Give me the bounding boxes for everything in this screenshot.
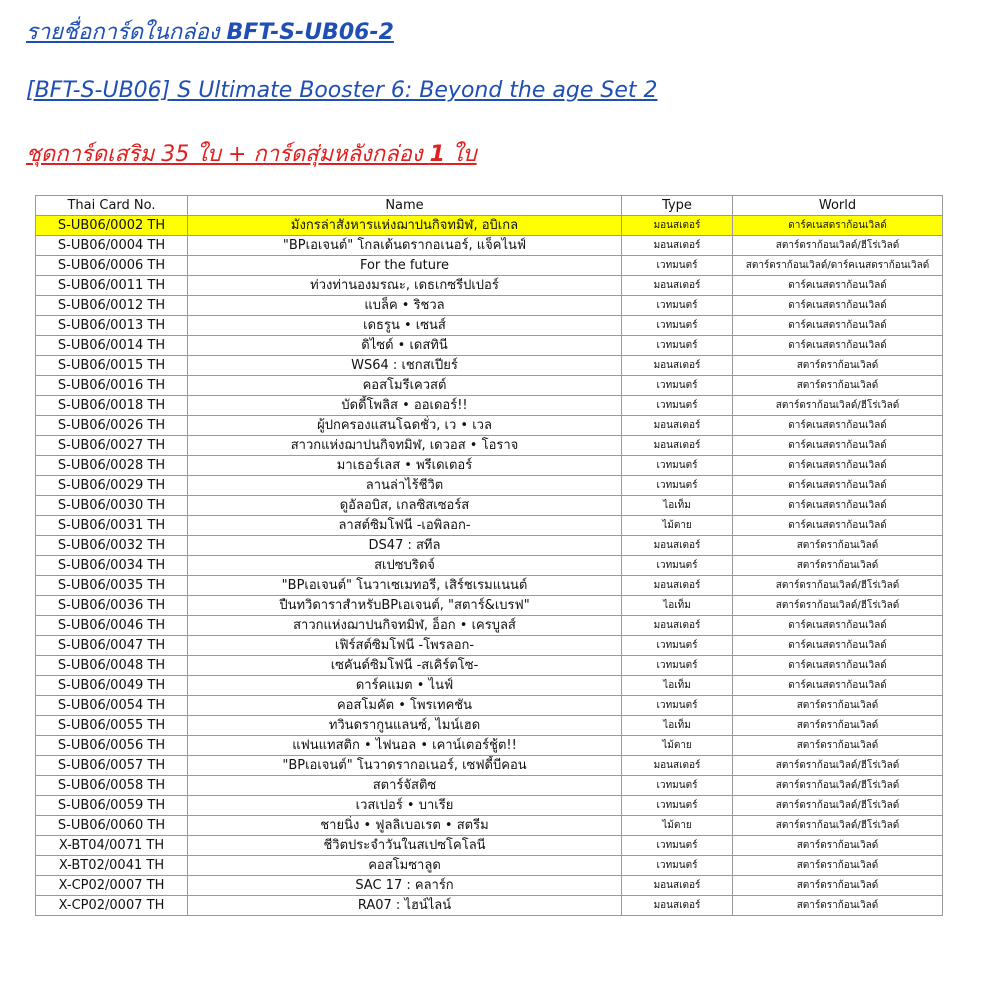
- table-row: [36, 396, 943, 416]
- card-world-cell: ดาร์คเนสดราก้อนเวิลด์: [733, 296, 943, 316]
- card-type-cell: เวทมนตร์: [622, 856, 733, 876]
- table-row: [36, 876, 943, 896]
- card-name-cell: แบล็ค • ริชวล: [188, 296, 622, 316]
- heading-card-count: [26, 136, 477, 171]
- card-type-cell: ไม้ตาย: [622, 736, 733, 756]
- card-name-cell: คอสโมรีเควสต์: [188, 376, 622, 396]
- table-row: [36, 516, 943, 536]
- card-type-cell: มอนสเตอร์: [622, 756, 733, 776]
- card-number-cell: S-UB06/0054 TH: [36, 696, 188, 716]
- card-type-cell: ไม้ตาย: [622, 816, 733, 836]
- card-world-cell: ดาร์คเนสดราก้อนเวิลด์: [733, 456, 943, 476]
- card-world-cell: ดาร์คเนสดราก้อนเวิลด์: [733, 636, 943, 656]
- card-number-cell: S-UB06/0027 TH: [36, 436, 188, 456]
- card-type-cell: ไอเท็ม: [622, 596, 733, 616]
- table-row: [36, 696, 943, 716]
- card-number-cell: S-UB06/0047 TH: [36, 636, 188, 656]
- card-number-cell: S-UB06/0049 TH: [36, 676, 188, 696]
- card-name-cell: คอสโมคัต • โพรเทคชัน: [188, 696, 622, 716]
- card-type-cell: เวทมนตร์: [622, 316, 733, 336]
- table-row: [36, 256, 943, 276]
- card-world-cell: สตาร์ดราก้อนเวิลด์: [733, 556, 943, 576]
- card-type-cell: เวทมนตร์: [622, 336, 733, 356]
- table-row: [36, 816, 943, 836]
- table-row: [36, 216, 943, 236]
- card-world-cell: สตาร์ดราก้อนเวิลด์: [733, 536, 943, 556]
- card-number-cell: S-UB06/0057 TH: [36, 756, 188, 776]
- card-name-cell: ท่วงท่านองมรณะ, เดธเกซรีปเปอร์: [188, 276, 622, 296]
- card-type-cell: มอนสเตอร์: [622, 356, 733, 376]
- card-type-cell: มอนสเตอร์: [622, 536, 733, 556]
- table-row: [36, 476, 943, 496]
- card-number-cell: S-UB06/0018 TH: [36, 396, 188, 416]
- table-header-row: [36, 196, 943, 216]
- card-world-cell: ดาร์คเนสดราก้อนเวิลด์: [733, 336, 943, 356]
- card-number-cell: S-UB06/0060 TH: [36, 816, 188, 836]
- card-number-cell: S-UB06/0034 TH: [36, 556, 188, 576]
- card-number-cell: S-UB06/0002 TH: [36, 216, 188, 236]
- card-world-cell: สตาร์ดราก้อนเวิลด์: [733, 356, 943, 376]
- card-type-cell: ไอเท็ม: [622, 676, 733, 696]
- card-world-cell: ดาร์คเนสดราก้อนเวิลด์: [733, 316, 943, 336]
- card-world-cell: สตาร์ดราก้อนเวิลด์: [733, 716, 943, 736]
- card-name-cell: มาเธอร์เลส • พรีเดเตอร์: [188, 456, 622, 476]
- card-number-cell: S-UB06/0029 TH: [36, 476, 188, 496]
- card-number-cell: S-UB06/0035 TH: [36, 576, 188, 596]
- card-world-cell: สตาร์ดราก้อนเวิลด์/ฮีโร่เวิลด์: [733, 236, 943, 256]
- card-number-cell: S-UB06/0028 TH: [36, 456, 188, 476]
- card-type-cell: ไอเท็ม: [622, 496, 733, 516]
- table-row: [36, 556, 943, 576]
- card-number-cell: S-UB06/0006 TH: [36, 256, 188, 276]
- card-world-cell: สตาร์ดราก้อนเวิลด์/ฮีโร่เวิลด์: [733, 776, 943, 796]
- card-number-cell: S-UB06/0032 TH: [36, 536, 188, 556]
- card-world-cell: ดาร์คเนสดราก้อนเวิลด์: [733, 476, 943, 496]
- card-name-cell: สตาร์จัสติซ: [188, 776, 622, 796]
- card-type-cell: มอนสเตอร์: [622, 416, 733, 436]
- card-number-cell: S-UB06/0055 TH: [36, 716, 188, 736]
- card-name-cell: ดิไซด์ • เดสทินี: [188, 336, 622, 356]
- table-row: [36, 496, 943, 516]
- heading-box-contents: [26, 14, 394, 49]
- column-header-card-no: Thai Card No.: [36, 196, 188, 216]
- card-name-cell: ลาสต์ซิมโฟนี -เอพิลอก-: [188, 516, 622, 536]
- heading-set-name: S Ultimate Booster 6: Beyond the age Set 2: [170, 78, 658, 103]
- card-number-cell: X-BT04/0071 TH: [36, 836, 188, 856]
- card-name-cell: "BPเอเจนต์" โนวาเซเมทอรี, เสิร์ชเรมแนนต์: [188, 576, 622, 596]
- card-world-cell: ดาร์คเนสดราก้อนเวิลด์: [733, 276, 943, 296]
- table-row: [36, 756, 943, 776]
- card-number-cell: S-UB06/0015 TH: [36, 356, 188, 376]
- card-number-cell: S-UB06/0059 TH: [36, 796, 188, 816]
- table-row: [36, 856, 943, 876]
- card-name-cell: เซคันด์ซิมโฟนี -สเคิร์ตโซ-: [188, 656, 622, 676]
- card-name-cell: เฟิร์สต์ซิมโฟนี -โพรลอก-: [188, 636, 622, 656]
- card-name-cell: "BPเอเจนต์" โนวาดรากอเนอร์, เซฟดี้บีคอน: [188, 756, 622, 776]
- heading-random-count: 1: [429, 142, 445, 167]
- card-number-cell: X-CP02/0007 TH: [36, 876, 188, 896]
- card-world-cell: สตาร์ดราก้อนเวิลด์: [733, 876, 943, 896]
- card-type-cell: เวทมนตร์: [622, 656, 733, 676]
- card-name-cell: ผู้ปกครองแสนโฉดชั่ว, เว • เวล: [188, 416, 622, 436]
- card-list-table: [35, 195, 943, 916]
- table-row: [36, 276, 943, 296]
- card-type-cell: เวทมนตร์: [622, 556, 733, 576]
- card-name-cell: มังกรล่าสังหารแห่งฌาปนกิจทมิฬ, อบิเกล: [188, 216, 622, 236]
- card-number-cell: S-UB06/0011 TH: [36, 276, 188, 296]
- table-row: [36, 896, 943, 916]
- card-number-cell: S-UB06/0048 TH: [36, 656, 188, 676]
- card-type-cell: มอนสเตอร์: [622, 236, 733, 256]
- heading-set-title: [26, 78, 658, 103]
- card-name-cell: ลานล่าไร้ชีวิต: [188, 476, 622, 496]
- table-row: [36, 356, 943, 376]
- table-row: [36, 616, 943, 636]
- card-number-cell: S-UB06/0036 TH: [36, 596, 188, 616]
- table-row: [36, 656, 943, 676]
- card-name-cell: สาวกแห่งฌาปนกิจทมิฬ, อ็อก • เครบูลส์: [188, 616, 622, 636]
- heading-card-count-text: ชุดการ์ดเสริม 35 ใบ + การ์ดสุ่มหลังกล่อง: [26, 142, 430, 167]
- card-rows: [36, 216, 943, 916]
- card-world-cell: สตาร์ดราก้อนเวิลด์/ฮีโร่เวิลด์: [733, 396, 943, 416]
- card-world-cell: สตาร์ดราก้อนเวิลด์/ฮีโร่เวิลด์: [733, 596, 943, 616]
- column-header-name: Name: [188, 196, 622, 216]
- card-world-cell: สตาร์ดราก้อนเวิลด์: [733, 376, 943, 396]
- column-header-type: Type: [622, 196, 733, 216]
- card-type-cell: เวทมนตร์: [622, 476, 733, 496]
- card-name-cell: "BPเอเจนต์" โกลเด้นดรากอเนอร์, แจ็คไนฟ์: [188, 236, 622, 256]
- card-name-cell: สาวกแห่งฌาปนกิจทมิฬ, เดวอส • โอราจ: [188, 436, 622, 456]
- card-world-cell: ดาร์คเนสดราก้อนเวิลด์: [733, 616, 943, 636]
- table-row: [36, 796, 943, 816]
- table-row: [36, 636, 943, 656]
- table-row: [36, 776, 943, 796]
- card-name-cell: ทวินดรากูนแลนซ์, ไมน์เฮด: [188, 716, 622, 736]
- card-number-cell: S-UB06/0046 TH: [36, 616, 188, 636]
- card-number-cell: X-CP02/0007 TH: [36, 896, 188, 916]
- card-world-cell: สตาร์ดราก้อนเวิลด์/ฮีโร่เวิลด์: [733, 576, 943, 596]
- card-name-cell: SAC 17 : คลาร์ก: [188, 876, 622, 896]
- card-type-cell: เวทมนตร์: [622, 296, 733, 316]
- card-name-cell: DS47 : สทีล: [188, 536, 622, 556]
- heading-card-count-suffix: ใบ: [444, 142, 477, 167]
- card-number-cell: S-UB06/0013 TH: [36, 316, 188, 336]
- card-type-cell: เวทมนตร์: [622, 456, 733, 476]
- table-row: [36, 596, 943, 616]
- card-name-cell: RA07 : ไฮน์ไลน์: [188, 896, 622, 916]
- card-name-cell: เวสเปอร์ • บาเรีย: [188, 796, 622, 816]
- card-type-cell: มอนสเตอร์: [622, 876, 733, 896]
- card-type-cell: เวทมนตร์: [622, 636, 733, 656]
- heading-set-code: [BFT-S-UB06]: [26, 78, 171, 103]
- card-world-cell: สตาร์ดราก้อนเวิลด์/ฮีโร่เวิลด์: [733, 756, 943, 776]
- card-name-cell: บัดดี้โพลิส • ออเดอร์!!: [188, 396, 622, 416]
- card-type-cell: เวทมนตร์: [622, 796, 733, 816]
- table-row: [36, 416, 943, 436]
- card-type-cell: มอนสเตอร์: [622, 436, 733, 456]
- card-world-cell: สตาร์ดราก้อนเวิลด์/ฮีโร่เวิลด์: [733, 796, 943, 816]
- card-world-cell: ดาร์คเนสดราก้อนเวิลด์: [733, 496, 943, 516]
- table-row: [36, 236, 943, 256]
- card-name-cell: WS64 : เชกสเปียร์: [188, 356, 622, 376]
- card-type-cell: เวทมนตร์: [622, 376, 733, 396]
- table-row: [36, 456, 943, 476]
- card-world-cell: สตาร์ดราก้อนเวิลด์: [733, 896, 943, 916]
- card-world-cell: ดาร์คเนสดราก้อนเวิลด์: [733, 436, 943, 456]
- card-name-cell: ดูอัลอบิส, เกลซิสเซอร์ส: [188, 496, 622, 516]
- card-world-cell: สตาร์ดราก้อนเวิลด์: [733, 836, 943, 856]
- card-type-cell: มอนสเตอร์: [622, 276, 733, 296]
- card-world-cell: ดาร์คเนสดราก้อนเวิลด์: [733, 676, 943, 696]
- card-number-cell: S-UB06/0056 TH: [36, 736, 188, 756]
- card-type-cell: มอนสเตอร์: [622, 896, 733, 916]
- card-name-cell: ปืนทวิดาราสำหรับBPเอเจนต์, "สตาร์&เบรฟ": [188, 596, 622, 616]
- table-row: [36, 736, 943, 756]
- card-name-cell: คอสโมซาลูด: [188, 856, 622, 876]
- card-type-cell: มอนสเตอร์: [622, 216, 733, 236]
- card-number-cell: S-UB06/0012 TH: [36, 296, 188, 316]
- card-type-cell: เวทมนตร์: [622, 396, 733, 416]
- card-number-cell: X-BT02/0041 TH: [36, 856, 188, 876]
- card-number-cell: S-UB06/0030 TH: [36, 496, 188, 516]
- card-number-cell: S-UB06/0031 TH: [36, 516, 188, 536]
- card-type-cell: เวทมนตร์: [622, 696, 733, 716]
- card-type-cell: เวทมนตร์: [622, 256, 733, 276]
- table-row: [36, 336, 943, 356]
- card-name-cell: For the future: [188, 256, 622, 276]
- table-row: [36, 376, 943, 396]
- card-world-cell: สตาร์ดราก้อนเวิลด์: [733, 736, 943, 756]
- table-row: [36, 676, 943, 696]
- table-row: [36, 716, 943, 736]
- card-name-cell: แฟนแทสติก • ไฟนอล • เคาน์เตอร์ชู้ต!!: [188, 736, 622, 756]
- heading-box-contents-text: รายชื่อการ์ดในกล่อง: [26, 20, 227, 45]
- card-number-cell: S-UB06/0016 TH: [36, 376, 188, 396]
- card-type-cell: เวทมนตร์: [622, 776, 733, 796]
- card-number-cell: S-UB06/0026 TH: [36, 416, 188, 436]
- table-row: [36, 836, 943, 856]
- table-row: [36, 316, 943, 336]
- card-type-cell: มอนสเตอร์: [622, 576, 733, 596]
- card-world-cell: ดาร์คเนสดราก้อนเวิลด์: [733, 416, 943, 436]
- table-row: [36, 436, 943, 456]
- card-world-cell: สตาร์ดราก้อนเวิลด์: [733, 856, 943, 876]
- card-world-cell: ดาร์คเนสดราก้อนเวิลด์: [733, 216, 943, 236]
- card-number-cell: S-UB06/0058 TH: [36, 776, 188, 796]
- card-type-cell: ไอเท็ม: [622, 716, 733, 736]
- card-name-cell: ชีวิตประจำวันในสเปซโคโลนี: [188, 836, 622, 856]
- table-row: [36, 296, 943, 316]
- card-world-cell: ดาร์คเนสดราก้อนเวิลด์: [733, 656, 943, 676]
- card-name-cell: ชายนิ่ง • ฟูลลิเบอเรต • สตรีม: [188, 816, 622, 836]
- card-world-cell: สตาร์ดราก้อนเวิลด์/ดาร์คเนสดราก้อนเวิลด์: [733, 256, 943, 276]
- card-type-cell: ไม้ตาย: [622, 516, 733, 536]
- card-name-cell: เดธรูน • เซนส์: [188, 316, 622, 336]
- card-name-cell: ดาร์คแมต • ไนฟ์: [188, 676, 622, 696]
- card-world-cell: ดาร์คเนสดราก้อนเวิลด์: [733, 516, 943, 536]
- heading-box-code: BFT-S-UB06-2: [226, 20, 394, 45]
- card-number-cell: S-UB06/0004 TH: [36, 236, 188, 256]
- card-number-cell: S-UB06/0014 TH: [36, 336, 188, 356]
- card-type-cell: มอนสเตอร์: [622, 616, 733, 636]
- table-row: [36, 536, 943, 556]
- card-world-cell: สตาร์ดราก้อนเวิลด์: [733, 696, 943, 716]
- card-name-cell: สเปซบริดจ์: [188, 556, 622, 576]
- table-row: [36, 576, 943, 596]
- card-world-cell: สตาร์ดราก้อนเวิลด์/ฮีโร่เวิลด์: [733, 816, 943, 836]
- card-type-cell: เวทมนตร์: [622, 836, 733, 856]
- column-header-world: World: [733, 196, 943, 216]
